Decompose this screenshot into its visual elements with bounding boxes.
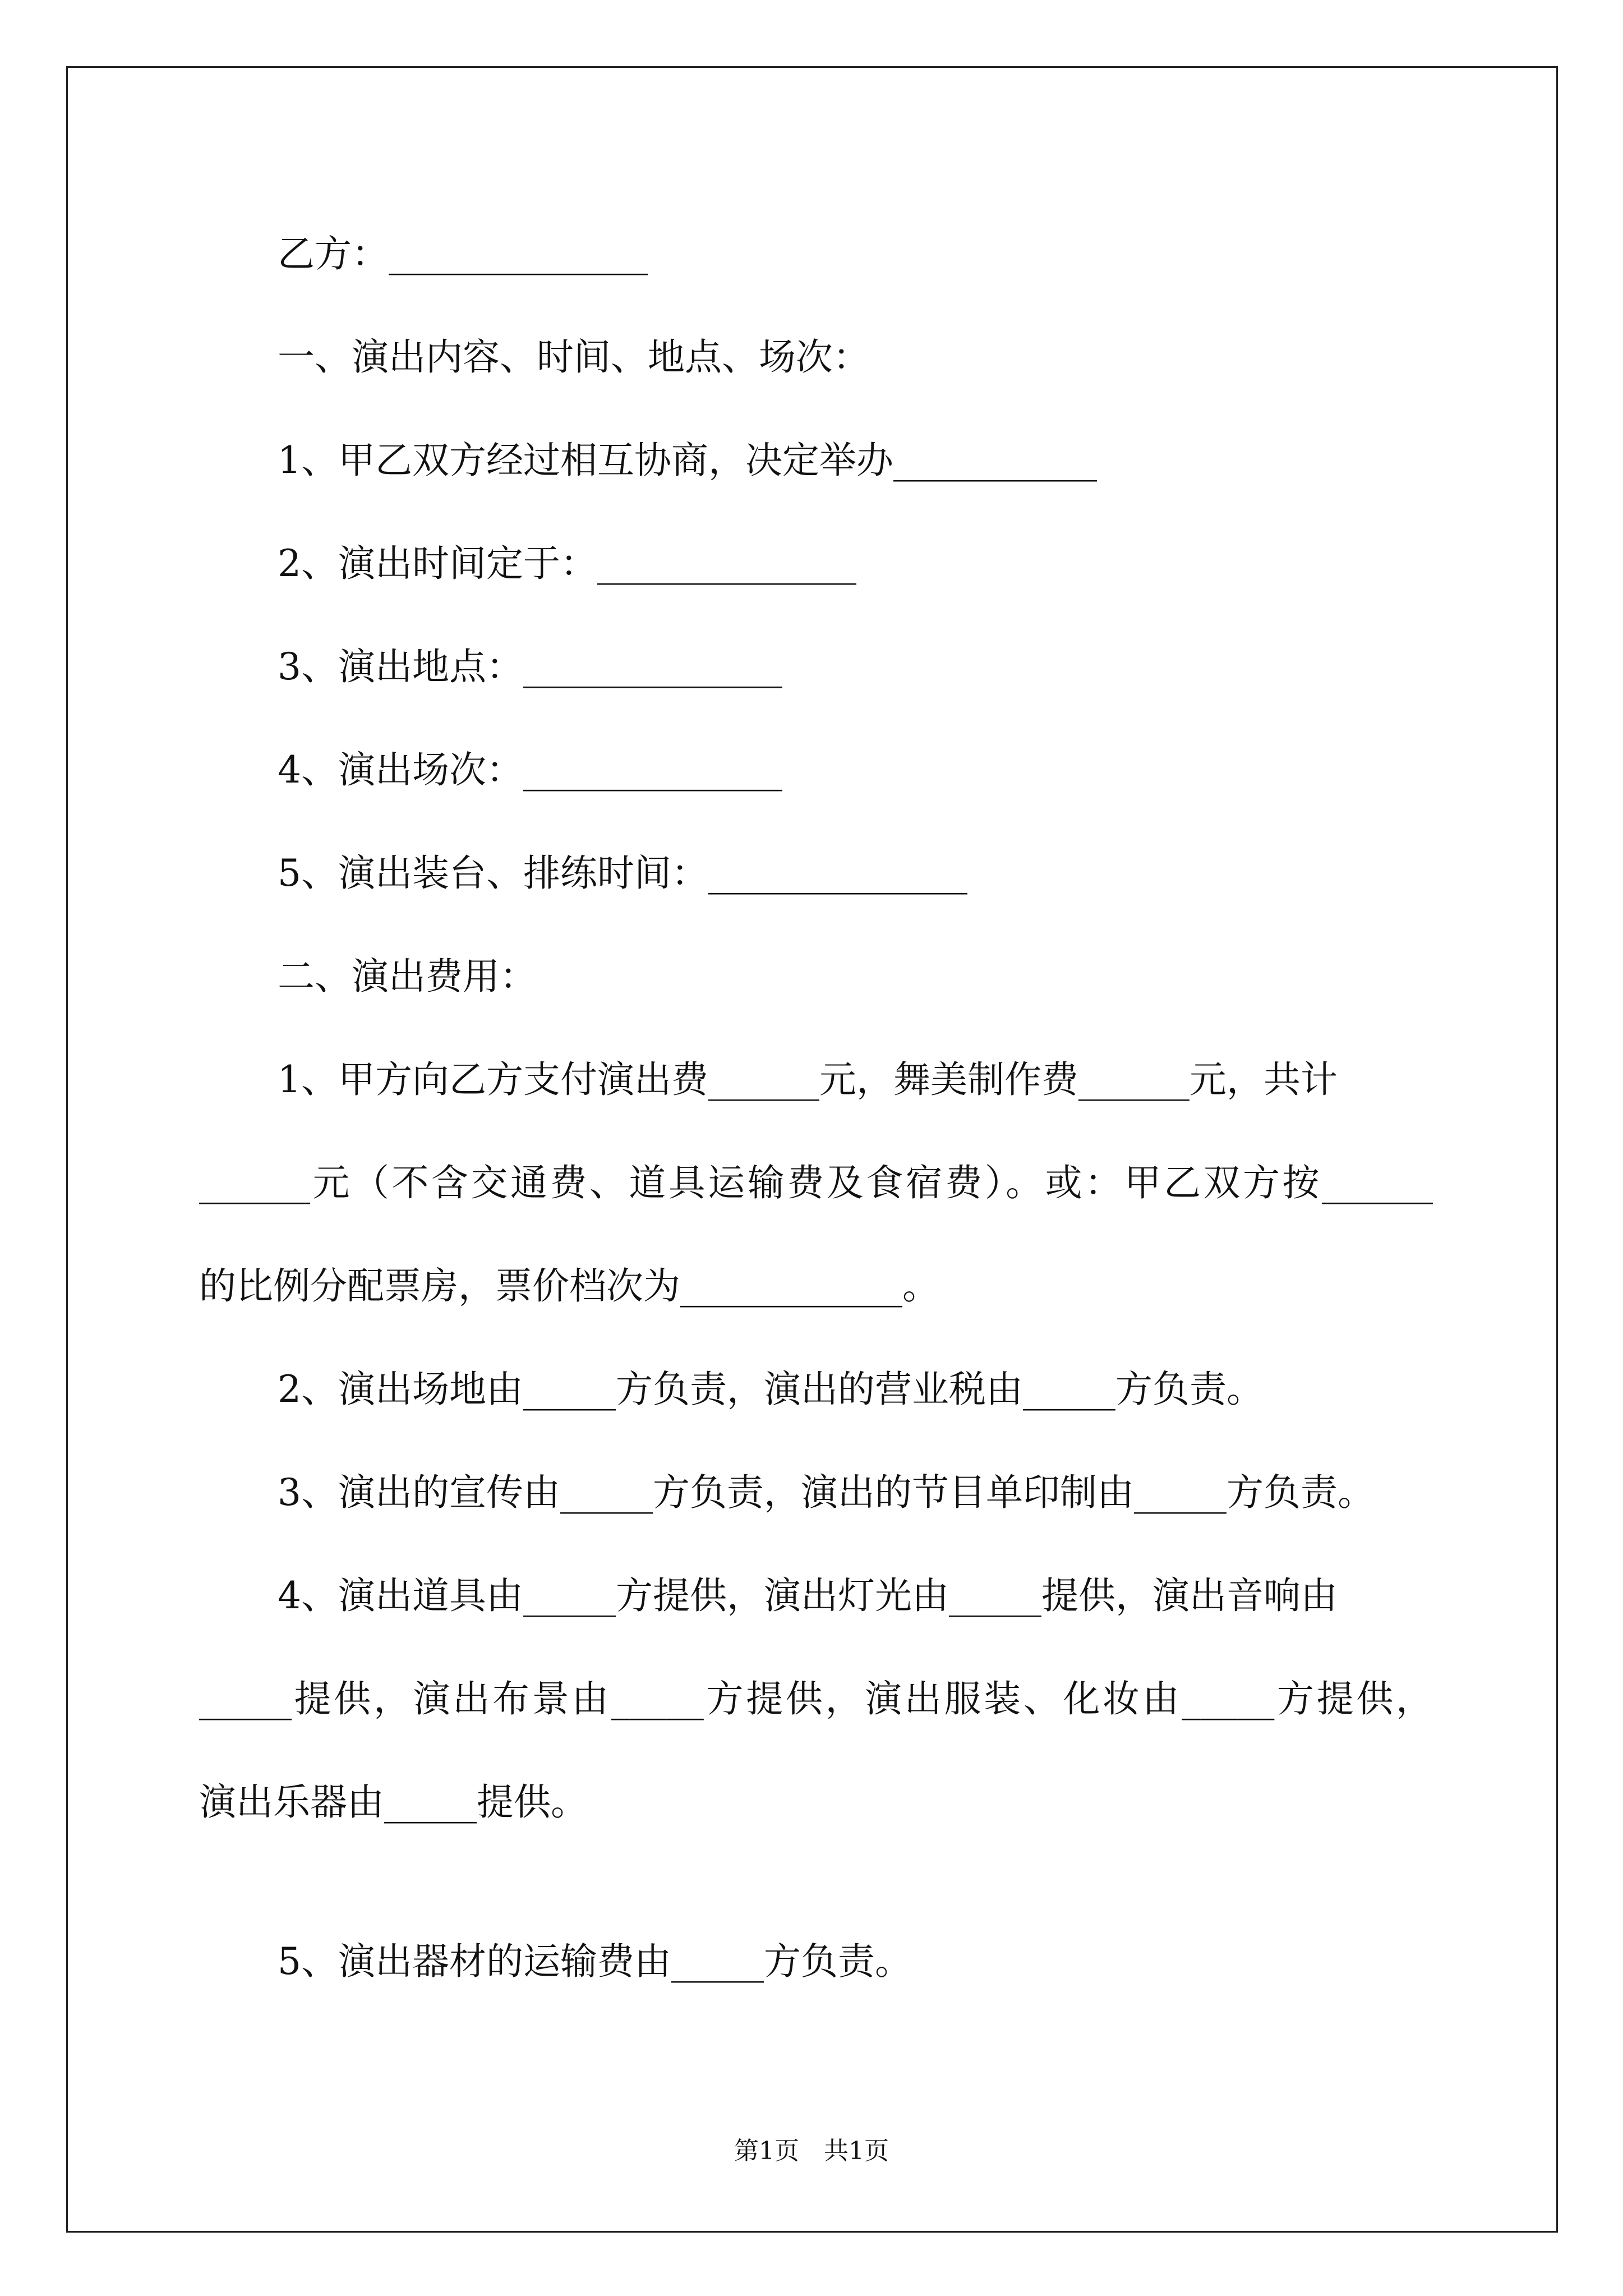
page-border [66, 66, 1558, 2233]
clause-2-5: 5、演出器材的运输费由_____方负责。 [278, 1940, 912, 1983]
clause-2-1-line-2: ______元（不含交通费、道具运输费及食宿费）。或：甲乙双方按______ [199, 1161, 1433, 1204]
clause-2-4-line-3: 演出乐器由_____提供。 [199, 1780, 588, 1824]
clause-2-1-line-1: 1、甲方向乙方支付演出费______元，舞美制作费______元，共计 [278, 1058, 1338, 1101]
clause-2-1-line-3: 的比例分配票房，票价档次为____________。 [199, 1264, 939, 1308]
clause-1-5: 5、演出装台、排练时间：______________ [278, 852, 967, 895]
clause-1-2: 2、演出时间定于：______________ [278, 542, 856, 585]
clause-2-3: 3、演出的宣传由_____方负责，演出的节目单印制由_____方负责。 [278, 1471, 1375, 1514]
section-1-heading: 一、演出内容、时间、地点、场次： [278, 335, 870, 379]
page-footer: 第1页 共1页 [734, 2137, 889, 2165]
clause-2-4-line-1: 4、演出道具由_____方提供，演出灯光由_____提供，演出音响由 [278, 1574, 1338, 1617]
section-2-heading: 二、演出费用： [278, 955, 537, 998]
clause-2-2: 2、演出场地由_____方负责，演出的营业税由_____方负责。 [278, 1368, 1264, 1411]
party-b-line: 乙方：______________ [278, 232, 648, 275]
clause-1-1: 1、甲乙双方经过相互协商，决定举办___________ [278, 439, 1097, 482]
clause-1-4: 4、演出场次：______________ [278, 748, 782, 792]
clause-2-4-line-2: _____提供，演出布景由_____方提供，演出服装、化妆由_____方提供， [199, 1677, 1433, 1720]
clause-1-3: 3、演出地点：______________ [278, 645, 782, 688]
